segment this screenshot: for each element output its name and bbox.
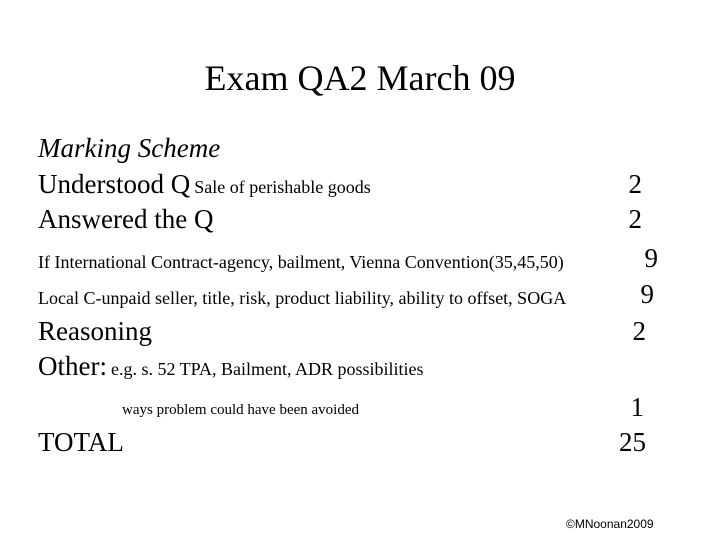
row-local: Local C-unpaid seller, title, risk, product liability, ability to offset, SOGA: [38, 288, 567, 308]
row-label: Other:: [38, 351, 107, 381]
row-score: 1: [630, 392, 644, 422]
row-international: If International Contract-agency, bailment, Vienna Convention(35,45,50): [38, 252, 564, 272]
row-understood: [38, 168, 371, 200]
row-score: 9: [640, 279, 654, 309]
row-score: 2: [628, 169, 642, 199]
marking-scheme-heading: Marking Scheme: [38, 133, 221, 163]
row-score: 2: [628, 204, 642, 234]
slide-title: Exam QA2 March 09: [204, 58, 516, 98]
copyright-footer: ©MNoonan2009: [566, 517, 654, 531]
row-total: TOTAL: [38, 427, 124, 457]
row-reasoning: Reasoning: [38, 316, 152, 346]
row-answered: Answered the Q: [38, 204, 214, 234]
row-detail: Sale of perishable goods: [194, 177, 371, 197]
row-score: 9: [644, 243, 658, 273]
row-label: Understood Q: [38, 169, 191, 199]
total-score: 25: [619, 427, 646, 457]
row-ways-avoided: ways problem could have been avoided: [122, 402, 360, 418]
row-other: [38, 350, 424, 382]
row-detail: e.g. s. 52 TPA, Bailment, ADR possibilities: [110, 359, 424, 379]
row-score: 2: [632, 316, 646, 346]
